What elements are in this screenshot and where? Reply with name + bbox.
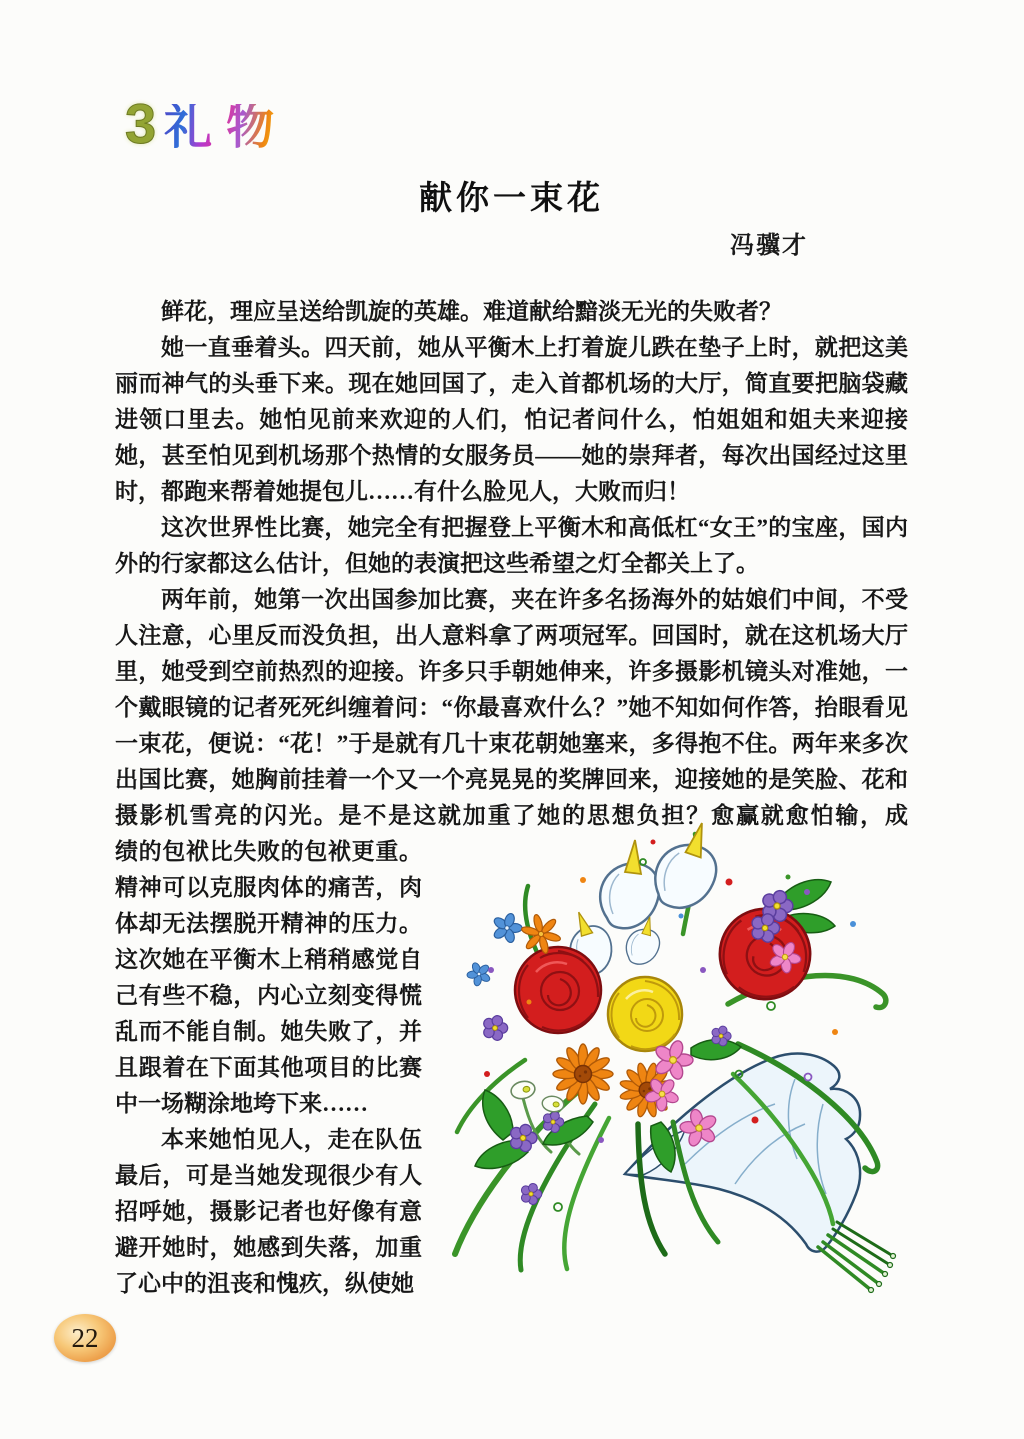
unit-title-char-1: 礼 (164, 101, 219, 154)
bouquet-svg (433, 822, 908, 1312)
lesson-title: 献你一束花 (419, 179, 604, 216)
paragraph-3: 这次世界性比赛，她完全有把握登上平衡木和高低杠“女王”的宝座，国内外的行家都这么估计，但她的表演把这些希望之灯全都关上了。 (115, 515, 908, 577)
narrow-text-column (115, 834, 422, 1302)
text-and-illustration-section (115, 834, 908, 1302)
article-body (115, 294, 908, 1302)
unit-title-char-2: 物 (226, 101, 281, 154)
paragraph-4-continued: 绩的包袱比失败的包袱更重。精神可以克服肉体的痛苦，肉体却无法摆脱开精神的压力。这次她在平衡木上稍稍感觉自己有些不稳，内心立刻变得慌乱而不能自制。她失败了，并且跟着在下面其他项目的比赛中一场糊涂地垮下来…… (115, 839, 422, 1117)
page-content (115, 0, 908, 1302)
page-number: 22 (71, 1322, 99, 1353)
paragraph-2: 她一直垂着头。四天前，她从平衡木上打着旋儿跌在垫子上时，就把这美丽而神气的头垂下来。现在她回国了，走入首都机场的大厅，简直要把脑袋藏进领口里去。她怕见前来欢迎的人们，怕记者问什么，怕姐姐和姐夫来迎接她，甚至怕见到机场那个热情的女服务员——她的崇拜者，每次出国经过这里时，都跑来帮着她提包儿……有什么脸见人，大败而归！ (115, 335, 908, 505)
bouquet-illustration (433, 822, 908, 1312)
unit-header (125, 92, 908, 156)
paragraph-5: 本来她怕见人，走在队伍最后，可是当她发现很少有人招呼她，摄影记者也好像有意避开她时，她感到失落，加重了心中的沮丧和愧疚，纵使她 (115, 1127, 422, 1297)
paragraph-4-wide: 两年前，她第一次出国参加比赛，夹在许多名扬海外的姑娘们中间，不受人注意，心里反而没负担，出人意料拿了两项冠军。回国时，就在这机场大厅里，她受到空前热烈的迎接。许多只手朝她伸来，许多摄影机镜头对准她，一个戴眼镜的记者死死纠缠着问：“你最喜欢什么？”她不知如何作答，抬眼看见一束花，便说：“花！”于是就有几十束花朝她塞来，多得抱不住。两年来多次出国比赛，她胸前挂着一个又一个亮晃晃的奖牌回来，迎接她的是笑脸、花和摄影机雪亮的闪光。是不是这就加重了她的思想负担？愈赢就愈怕输，成 (115, 587, 908, 829)
paragraph-1: 鲜花，理应呈送给凯旋的英雄。难道献给黯淡无光的失败者？ (161, 299, 782, 325)
page-number-badge (54, 1314, 116, 1362)
unit-number: 3 (125, 92, 157, 155)
author-name: 冯骥才 (730, 232, 808, 259)
